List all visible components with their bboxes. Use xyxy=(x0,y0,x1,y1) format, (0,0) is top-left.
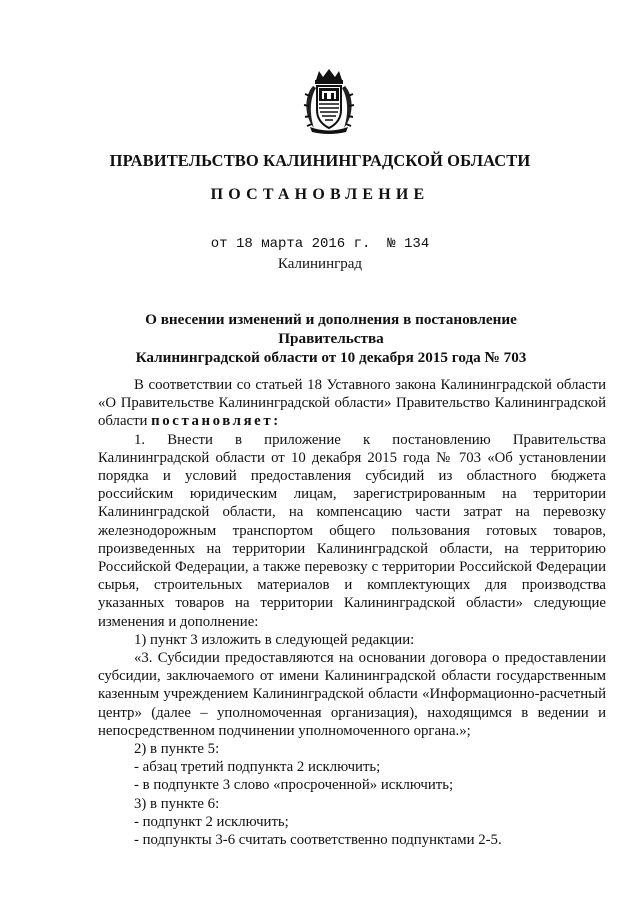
decree-date-number: от 18 марта 2016 г. № 134 xyxy=(210,236,430,252)
item-1-2-a-paragraph: - абзац третий подпункта 2 исключить; xyxy=(134,759,381,776)
decree-subject xyxy=(96,310,566,367)
decree-body xyxy=(98,376,606,849)
item-1-2-paragraph: 2) в пункте 5: xyxy=(134,741,220,758)
preamble-paragraph xyxy=(98,376,606,431)
subject-line-1: О внесении изменений и дополнения в постановление Правительства xyxy=(145,311,517,347)
new-clause-3-paragraph: «3. Субсидии предоставляются на основании договора о предоставлении субсидии, заключаемого от имени Калининградской области государственным казенным учреждением Калининградской области «Информационно-расчетный центр» (далее – уполномоченная организация), находящимся в ведении и непосредственном подчинении уполномоченного органа.»; xyxy=(98,650,606,739)
coat-of-arms-emblem xyxy=(302,68,356,134)
subject-line-2: Калининградской области от 10 декабря 2015 года № 703 xyxy=(135,349,527,366)
item-1-3-b-paragraph: - подпункты 3-6 считать соответственно подпунктами 2-5. xyxy=(134,832,502,849)
item-1-1-paragraph: 1) пункт 3 изложить в следующей редакции: xyxy=(134,631,415,648)
document-type-title: ПОСТАНОВЛЕНИЕ xyxy=(210,186,430,203)
item-1-paragraph: 1. Внести в приложение к постановлению Правительства Калининградской области от 10 декабря 2015 года № 703 «Об установлении порядка и условий предоставления субсидий из областного бюджета российским юридическим лицам, зарегистрированным на территории Калининградской области, на компенсацию части затрат на перевозку железнодорожным транспортом общего пользования готовых товаров, произведенных на территории Калининградской области, на территорию Российской Федерации, а также перевозку с территории Российской Федерации сырья, строительных материалов и комплектующих для производства указанных товаров на территории Калининградской области» следующие изменения и дополнение: xyxy=(98,431,606,630)
resolves-word: постановляет: xyxy=(151,413,281,430)
item-1-3-a-paragraph: - подпункт 2 исключить; xyxy=(134,813,289,830)
item-1-3-paragraph: 3) в пункте 6: xyxy=(134,795,220,812)
preamble-text: В соответствии со статьей 18 Уставного закона Калининградской области «О Правительстве Калининградской области» Правительство Калининградской области xyxy=(98,377,606,430)
government-name: ПРАВИТЕЛЬСТВО КАЛИНИНГРАДСКОЙ ОБЛАСТИ xyxy=(109,151,531,170)
item-1-2-b-paragraph: - в подпункте 3 слово «просроченной» исключить; xyxy=(134,777,454,794)
decree-city: Калининград xyxy=(277,256,363,272)
